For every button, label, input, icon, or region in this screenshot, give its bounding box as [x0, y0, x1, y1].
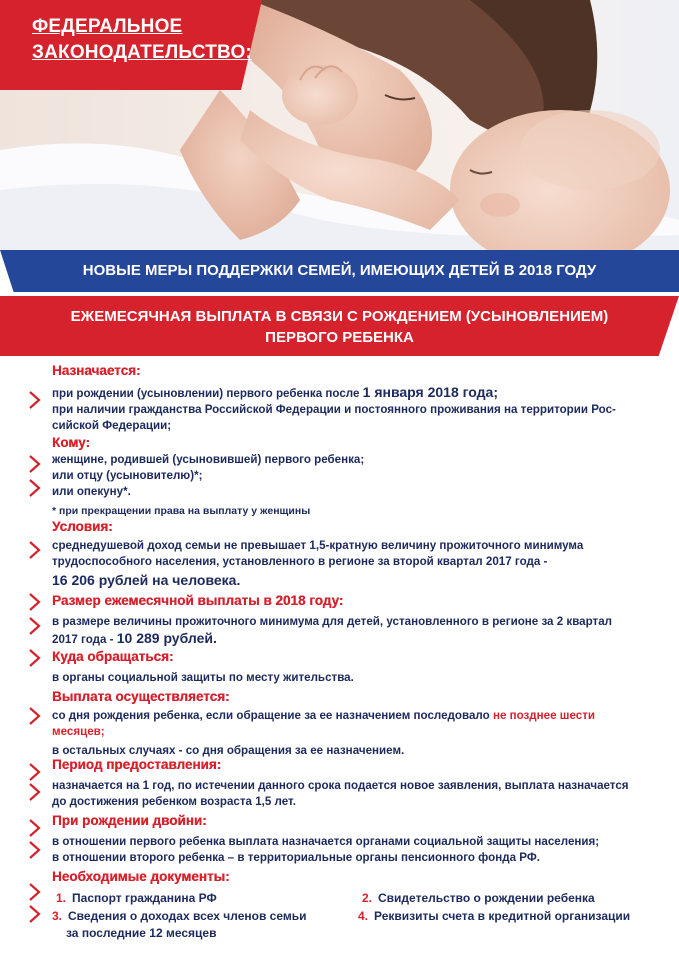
section-twins — [0, 812, 679, 868]
text-line: трудоспособного населения, установленного в регионе за второй квартал 2017 года - — [52, 555, 548, 568]
red-banner-title: ЕЖЕМЕСЯЧНАЯ ВЫПЛАТА В СВЯЗИ С РОЖДЕНИЕМ (УСЫНОВЛЕНИЕМ) ПЕРВОГО РЕБЕНКА — [70, 308, 609, 346]
document-item: 3. Сведения о доходах всех членов семьи за последние 12 месяцев — [52, 909, 307, 940]
text-line: сийской Федерации; — [52, 419, 172, 432]
chevron-right-icon — [28, 882, 42, 902]
section-heading: При рождении двойни: — [52, 813, 207, 828]
section-heading: Куда обращаться: — [52, 649, 174, 664]
content — [0, 362, 679, 958]
chevron-right-icon — [28, 478, 42, 498]
hero-photo — [0, 0, 679, 250]
text-line: женщине, родившей (усыновившей) первого ребенка; — [52, 453, 365, 466]
chevron-right-icon — [28, 904, 42, 924]
chevron-right-icon — [28, 454, 42, 474]
footnote: * при прекращении права на выплату у женщины — [52, 505, 311, 517]
section-amount — [0, 592, 679, 648]
text-line: или опекуну*. — [52, 485, 131, 498]
section-where — [0, 648, 679, 688]
text-line: в отношении второго ребенка – в территориальные органы пенсионного фонда РФ. — [52, 851, 540, 864]
chevron-right-icon — [28, 648, 42, 668]
text-line-emphasis: 16 206 рублей на человека. — [52, 572, 241, 588]
section-heading: Выплата осуществляется: — [52, 689, 230, 704]
text-line: в остальных случаях - со дня обращения за ее назначением. — [52, 744, 405, 757]
chevron-right-icon — [28, 762, 42, 782]
text-line: назначается на 1 год, по истечении данного срока подается новое заявления, выплата назначается — [52, 779, 629, 792]
chevron-right-icon — [28, 840, 42, 860]
text-line: или отцу (усыновителю)*; — [52, 469, 203, 482]
chevron-right-icon — [28, 592, 42, 612]
text-line-highlight: месяцев; — [52, 725, 105, 738]
text-line: среднедушевой доход семьи не превышает 1,5-кратную величину прожиточного минимума — [52, 539, 584, 552]
section-documents — [0, 868, 679, 958]
text-line: до достижения ребенком возраста 1,5 лет. — [52, 795, 296, 808]
chevron-right-icon — [28, 706, 42, 726]
section-heading: Условия: — [52, 519, 113, 534]
text-line: 2017 года - 10 289 рублей. — [52, 630, 217, 646]
text-line: со дня рождения ребенка, если обращение за ее назначением последовало не позднее шести — [52, 709, 595, 722]
section-assigned — [0, 362, 679, 434]
chevron-right-icon — [28, 540, 42, 560]
section-whom — [0, 434, 679, 518]
chevron-right-icon — [28, 616, 42, 636]
section-paid — [0, 688, 679, 756]
document-item: 1. Паспорт гражданина РФ — [56, 891, 217, 905]
text-line: при наличии гражданства Российской Федерации и постоянного проживания на территории Рос- — [52, 403, 616, 416]
chevron-right-icon — [28, 782, 42, 802]
section-heading: Размер ежемесячной выплаты в 2018 году: — [52, 593, 344, 608]
text-line: в отношении первого ребенка выплата назначается органами социальной защиты населения; — [52, 835, 600, 848]
section-heading: Необходимые документы: — [52, 869, 230, 884]
text-line: в органы социальной защиты по месту жительства. — [52, 671, 354, 684]
blue-banner-title: НОВЫЕ МЕРЫ ПОДДЕРЖКИ СЕМЕЙ, ИМЕЮЩИХ ДЕТЕЙ В 2018 ГОДУ — [82, 262, 597, 279]
documents-list — [52, 886, 679, 950]
document-item: 2. Свидетельство о рождении ребенка — [362, 891, 595, 905]
badge-title: ФЕДЕРАЛЬНОЕ ЗАКОНОДАТЕЛЬСТВО: — [32, 16, 252, 63]
chevron-right-icon — [28, 390, 42, 410]
text-line: при рождении (усыновлении) первого ребенка после 1 января 2018 года; — [52, 384, 498, 400]
text-line: в размере величины прожиточного минимума для детей, установленного в регионе за 2 квартал — [52, 615, 613, 628]
chevron-right-icon — [28, 818, 42, 838]
section-heading: Кому: — [52, 435, 90, 450]
document-item: 4. Реквизиты счета в кредитной организации — [358, 909, 631, 923]
section-heading: Период предоставления: — [52, 757, 222, 772]
section-period — [0, 756, 679, 812]
section-heading: Назначается: — [52, 363, 141, 378]
section-conditions — [0, 518, 679, 592]
